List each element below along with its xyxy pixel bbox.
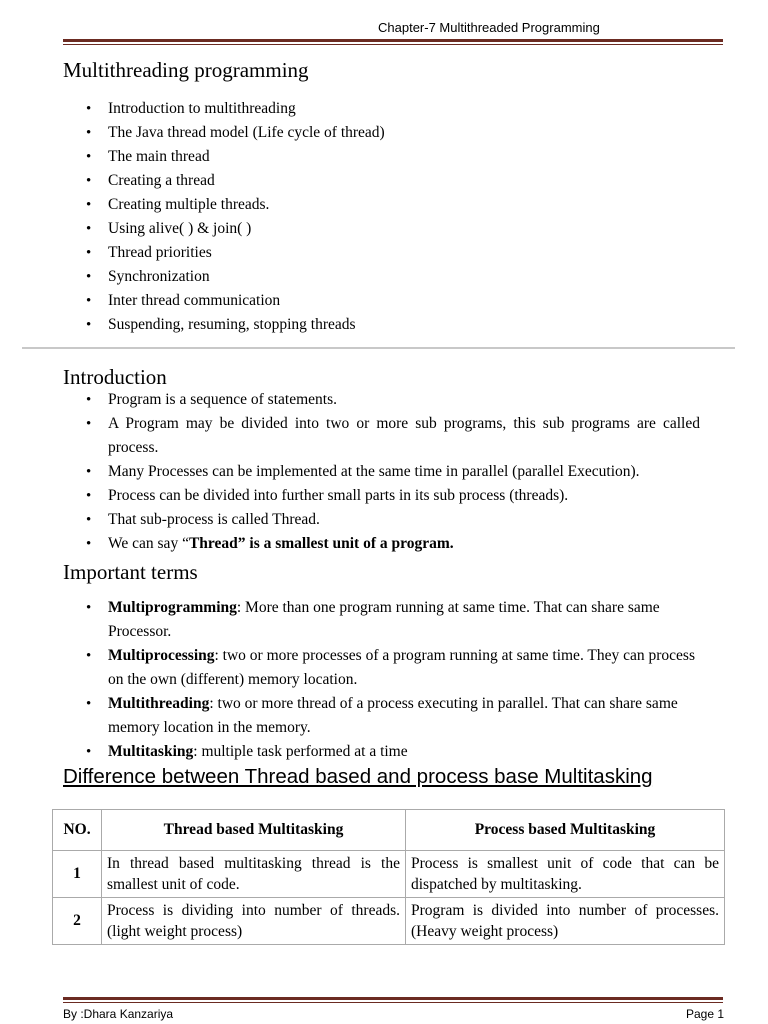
difference-table — [52, 809, 725, 945]
running-header: Chapter-7 Multithreaded Programming — [378, 20, 600, 35]
term-description: : More than one program running at same time. That can share same Processor. — [108, 599, 660, 640]
list-item: • Program is a sequence of statements. — [86, 388, 700, 412]
column-header-process: Process based Multitasking — [406, 810, 725, 851]
term-description: : multiple task performed at a time — [193, 743, 408, 760]
term-item — [86, 692, 706, 740]
list-item: • The Java thread model (Life cycle of thread) — [86, 121, 385, 145]
term-item — [86, 596, 706, 644]
column-header-thread: Thread based Multitasking — [102, 810, 406, 851]
process-cell: Process is smallest unit of code that can be dispatched by multitasking. — [406, 851, 725, 898]
term-description: : two or more thread of a process executing in parallel. That can share same memory location in the memory. — [108, 695, 678, 736]
list-item: • A Program may be divided into two or more sub programs, this sub programs are called process. — [86, 412, 700, 460]
footer-page-number: Page 1 — [686, 1007, 725, 1021]
column-header-no: NO. — [53, 810, 102, 851]
list-item: • Introduction to multithreading — [86, 97, 385, 121]
list-item: • Creating a thread — [86, 169, 385, 193]
process-cell: Program is divided into number of processes. (Heavy weight process) — [406, 898, 725, 945]
statement-emphasis: Thread” is a smallest unit of a program. — [188, 535, 454, 552]
table-row — [53, 898, 725, 945]
statement-prefix: We can say “ — [108, 535, 189, 552]
term-item — [86, 740, 706, 764]
list-item: • Many Processes can be implemented at the same time in parallel (parallel Execution). — [86, 460, 700, 484]
list-item: • The main thread — [86, 145, 385, 169]
section-heading-introduction: Introduction — [63, 365, 167, 389]
list-item — [86, 532, 700, 556]
term-description: : two or more processes of a program running at same time. They can process on the own (different) memory location. — [108, 647, 695, 688]
header-rule — [63, 39, 723, 45]
term-name: Multithreading — [108, 695, 210, 712]
term-name: Multitasking — [108, 743, 194, 760]
section-heading-difference: Difference between Thread based and process base Multitasking — [63, 765, 653, 788]
list-item: • Synchronization — [86, 265, 385, 289]
list-item: • Thread priorities — [86, 241, 385, 265]
row-number: 2 — [53, 898, 102, 945]
footer-rule — [63, 997, 723, 1003]
section-heading-multithreading: Multithreading programming — [63, 58, 309, 82]
list-item: • Using alive( ) & join( ) — [86, 217, 385, 241]
row-number: 1 — [53, 851, 102, 898]
table-header-row — [53, 810, 725, 851]
topics-list — [86, 97, 385, 337]
list-item: • Suspending, resuming, stopping threads — [86, 313, 385, 337]
list-item: • That sub-process is called Thread. — [86, 508, 700, 532]
list-item: • Creating multiple threads. — [86, 193, 385, 217]
section-divider — [22, 347, 735, 349]
term-name: Multiprocessing — [108, 647, 215, 664]
terms-list — [86, 596, 706, 764]
thread-cell: In thread based multitasking thread is the smallest unit of code. — [102, 851, 406, 898]
introduction-list — [86, 388, 700, 556]
list-item: • Inter thread communication — [86, 289, 385, 313]
section-heading-important-terms: Important terms — [63, 560, 198, 584]
term-item — [86, 644, 706, 692]
term-name: Multiprogramming — [108, 599, 237, 616]
footer-author: By :Dhara Kanzariya — [63, 1007, 174, 1021]
table-row — [53, 851, 725, 898]
list-item: • Process can be divided into further small parts in its sub process (threads). — [86, 484, 700, 508]
thread-cell: Process is dividing into number of threads. (light weight process) — [102, 898, 406, 945]
